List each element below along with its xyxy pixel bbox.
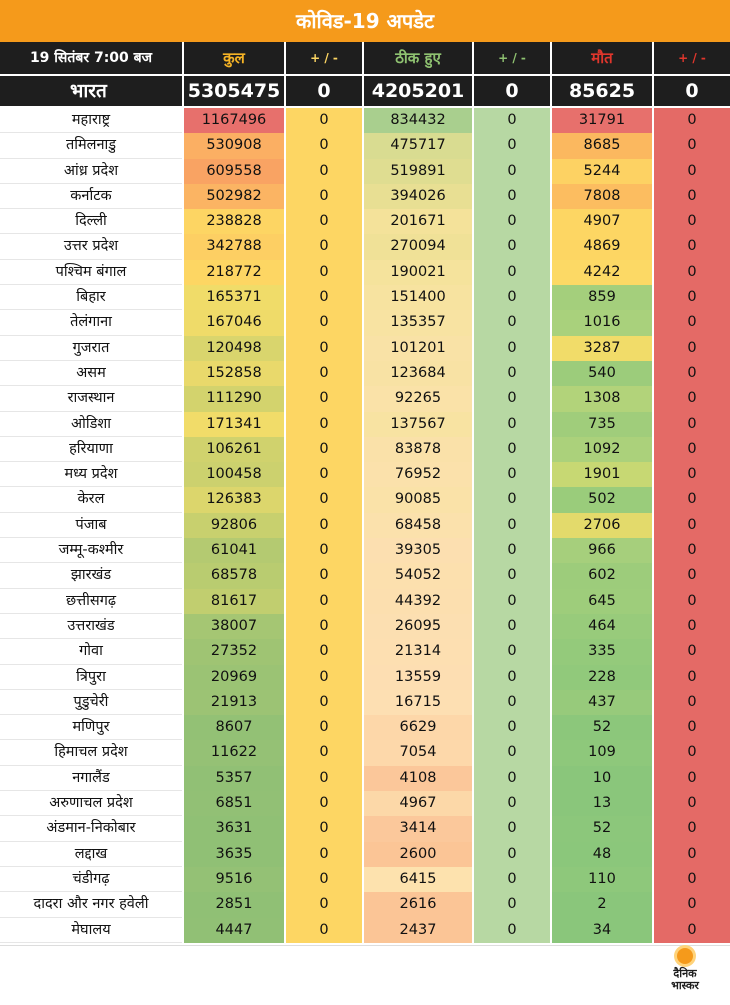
col-deaths-header: मौत [591, 49, 613, 67]
row-recovered-delta: 0 [507, 845, 517, 862]
row-deaths: 437 [552, 690, 652, 715]
row-recovered: 7054 [364, 740, 472, 765]
row-deaths: 735 [552, 412, 652, 437]
row-total: 4447 [184, 918, 284, 943]
row-recovered: 190021 [364, 260, 472, 285]
col-recovered-header: ठीक हुए [395, 49, 441, 67]
row-deaths-delta: 0 [687, 744, 697, 761]
row-recovered: 6629 [364, 715, 472, 740]
row-recovered: 21314 [364, 639, 472, 664]
row-recovered-delta: 0 [507, 289, 517, 306]
row-recovered: 83878 [364, 437, 472, 462]
state-table [0, 108, 730, 943]
row-deaths-delta: 0 [687, 364, 697, 381]
logo-text-line2: भास्कर [671, 979, 699, 992]
row-recovered-delta: 0 [507, 440, 517, 457]
national-total: 5305475 [187, 80, 281, 102]
row-total: 3635 [184, 842, 284, 867]
row-state-name: हिमाचल प्रदेश [0, 740, 182, 765]
national-total-row [0, 76, 730, 106]
row-deaths-delta: 0 [687, 137, 697, 154]
row-state-name: अंडमान-निकोबार [0, 816, 182, 841]
row-total-delta: 0 [319, 137, 329, 154]
row-deaths: 110 [552, 867, 652, 892]
table-row [0, 766, 730, 791]
row-total: 530908 [184, 133, 284, 158]
row-total-delta: 0 [319, 870, 329, 887]
row-deaths: 52 [552, 816, 652, 841]
table-row [0, 108, 730, 133]
row-total: 167046 [184, 310, 284, 335]
row-recovered: 16715 [364, 690, 472, 715]
table-row [0, 412, 730, 437]
row-total-delta: 0 [319, 390, 329, 407]
row-deaths: 502 [552, 487, 652, 512]
row-recovered-delta: 0 [507, 769, 517, 786]
table-row [0, 563, 730, 588]
row-deaths: 2 [552, 892, 652, 917]
row-deaths: 2706 [552, 513, 652, 538]
row-total: 27352 [184, 639, 284, 664]
row-total-delta: 0 [319, 314, 329, 331]
table-row [0, 740, 730, 765]
row-recovered-delta: 0 [507, 693, 517, 710]
row-total: 171341 [184, 412, 284, 437]
table-row [0, 690, 730, 715]
row-recovered-delta: 0 [507, 415, 517, 432]
row-deaths-delta: 0 [687, 238, 697, 255]
row-recovered-delta: 0 [507, 542, 517, 559]
sun-logo-icon [677, 948, 693, 964]
row-total-delta: 0 [319, 466, 329, 483]
row-recovered-delta: 0 [507, 137, 517, 154]
national-total-delta: 0 [317, 80, 331, 102]
row-deaths: 109 [552, 740, 652, 765]
row-total-delta: 0 [319, 415, 329, 432]
row-deaths-delta: 0 [687, 870, 697, 887]
row-deaths: 645 [552, 589, 652, 614]
row-recovered-delta: 0 [507, 617, 517, 634]
row-deaths: 7808 [552, 184, 652, 209]
row-state-name: उत्तराखंड [0, 614, 182, 639]
row-total-delta: 0 [319, 795, 329, 812]
row-total-delta: 0 [319, 769, 329, 786]
row-deaths: 48 [552, 842, 652, 867]
row-deaths: 4907 [552, 209, 652, 234]
row-deaths: 4242 [552, 260, 652, 285]
row-recovered-delta: 0 [507, 795, 517, 812]
row-total-delta: 0 [319, 187, 329, 204]
row-recovered-delta: 0 [507, 263, 517, 280]
row-recovered-delta: 0 [507, 390, 517, 407]
row-total-delta: 0 [319, 744, 329, 761]
row-deaths: 1016 [552, 310, 652, 335]
national-name: भारत [70, 80, 107, 102]
row-deaths: 1092 [552, 437, 652, 462]
row-total-delta: 0 [319, 719, 329, 736]
row-total: 81617 [184, 589, 284, 614]
table-row [0, 361, 730, 386]
row-state-name: पंजाब [0, 513, 182, 538]
row-deaths-delta: 0 [687, 390, 697, 407]
row-deaths: 4869 [552, 234, 652, 259]
row-deaths: 602 [552, 563, 652, 588]
row-recovered-delta: 0 [507, 339, 517, 356]
row-deaths: 228 [552, 665, 652, 690]
row-recovered: 101201 [364, 336, 472, 361]
table-row [0, 867, 730, 892]
row-total: 120498 [184, 336, 284, 361]
table-row [0, 462, 730, 487]
row-total: 11622 [184, 740, 284, 765]
row-deaths-delta: 0 [687, 339, 697, 356]
row-deaths-delta: 0 [687, 820, 697, 837]
row-recovered-delta: 0 [507, 592, 517, 609]
row-state-name: केरल [0, 487, 182, 512]
col-total-delta-header: + / - [310, 51, 338, 65]
row-total-delta: 0 [319, 693, 329, 710]
column-header-row [0, 42, 730, 74]
row-deaths-delta: 0 [687, 719, 697, 736]
row-recovered: 394026 [364, 184, 472, 209]
table-row [0, 159, 730, 184]
row-state-name: कर्नाटक [0, 184, 182, 209]
row-recovered: 519891 [364, 159, 472, 184]
row-recovered-delta: 0 [507, 567, 517, 584]
update-date: 19 सितंबर 7:00 बज [29, 50, 153, 66]
row-total-delta: 0 [319, 112, 329, 128]
row-deaths-delta: 0 [687, 567, 697, 584]
row-total-delta: 0 [319, 364, 329, 381]
row-recovered-delta: 0 [507, 112, 517, 128]
row-total: 502982 [184, 184, 284, 209]
row-recovered-delta: 0 [507, 238, 517, 255]
row-recovered-delta: 0 [507, 466, 517, 483]
row-total-delta: 0 [319, 592, 329, 609]
row-total-delta: 0 [319, 491, 329, 508]
row-total: 92806 [184, 513, 284, 538]
row-recovered: 39305 [364, 538, 472, 563]
table-row [0, 487, 730, 512]
row-total-delta: 0 [319, 516, 329, 533]
row-total-delta: 0 [319, 896, 329, 913]
row-recovered-delta: 0 [507, 213, 517, 230]
row-state-name: लद्दाख [0, 842, 182, 867]
row-recovered: 137567 [364, 412, 472, 437]
row-deaths-delta: 0 [687, 415, 697, 432]
row-state-name: राजस्थान [0, 386, 182, 411]
row-total-delta: 0 [319, 921, 329, 938]
row-total-delta: 0 [319, 542, 329, 559]
table-row [0, 209, 730, 234]
table-row [0, 386, 730, 411]
row-total: 609558 [184, 159, 284, 184]
row-deaths-delta: 0 [687, 187, 697, 204]
table-row [0, 665, 730, 690]
col-deaths-delta-header: + / - [678, 51, 706, 65]
row-recovered: 2616 [364, 892, 472, 917]
row-recovered-delta: 0 [507, 820, 517, 837]
row-total: 111290 [184, 386, 284, 411]
table-row [0, 816, 730, 841]
row-state-name: चंडीगढ़ [0, 867, 182, 892]
row-recovered: 135357 [364, 310, 472, 335]
row-total-delta: 0 [319, 567, 329, 584]
row-recovered: 90085 [364, 487, 472, 512]
row-deaths-delta: 0 [687, 289, 697, 306]
row-total: 8607 [184, 715, 284, 740]
row-recovered: 44392 [364, 589, 472, 614]
row-state-name: ओडिशा [0, 412, 182, 437]
row-state-name: तेलंगाना [0, 310, 182, 335]
row-recovered: 151400 [364, 285, 472, 310]
row-recovered: 6415 [364, 867, 472, 892]
row-recovered: 4108 [364, 766, 472, 791]
table-row [0, 184, 730, 209]
row-deaths-delta: 0 [687, 693, 697, 710]
row-recovered: 68458 [364, 513, 472, 538]
row-deaths-delta: 0 [687, 466, 697, 483]
table-row [0, 918, 730, 943]
row-total: 68578 [184, 563, 284, 588]
row-total-delta: 0 [319, 643, 329, 660]
dainik-bhaskar-logo [650, 946, 720, 1002]
row-deaths: 31791 [552, 108, 652, 133]
row-recovered-delta: 0 [507, 516, 517, 533]
row-recovered: 13559 [364, 665, 472, 690]
row-deaths-delta: 0 [687, 845, 697, 862]
row-state-name: उत्तर प्रदेश [0, 234, 182, 259]
row-state-name: नगालैंड [0, 766, 182, 791]
row-recovered-delta: 0 [507, 314, 517, 331]
national-deaths-delta: 0 [685, 80, 699, 102]
row-deaths: 1308 [552, 386, 652, 411]
row-recovered-delta: 0 [507, 744, 517, 761]
row-state-name: गुजरात [0, 336, 182, 361]
row-recovered: 76952 [364, 462, 472, 487]
table-row [0, 614, 730, 639]
row-recovered: 2600 [364, 842, 472, 867]
col-total-header: कुल [223, 49, 245, 67]
row-total-delta: 0 [319, 213, 329, 230]
row-recovered: 26095 [364, 614, 472, 639]
row-deaths-delta: 0 [687, 162, 697, 179]
row-deaths-delta: 0 [687, 921, 697, 938]
table-row [0, 133, 730, 158]
row-deaths: 5244 [552, 159, 652, 184]
row-recovered-delta: 0 [507, 719, 517, 736]
row-total: 9516 [184, 867, 284, 892]
row-total-delta: 0 [319, 339, 329, 356]
national-recovered: 4205201 [371, 80, 465, 102]
row-state-name: गोवा [0, 639, 182, 664]
row-deaths: 335 [552, 639, 652, 664]
row-deaths: 3287 [552, 336, 652, 361]
table-row [0, 538, 730, 563]
table-row [0, 589, 730, 614]
row-total: 3631 [184, 816, 284, 841]
row-recovered-delta: 0 [507, 491, 517, 508]
row-deaths: 10 [552, 766, 652, 791]
row-deaths-delta: 0 [687, 643, 697, 660]
row-total-delta: 0 [319, 845, 329, 862]
row-total: 20969 [184, 665, 284, 690]
row-total-delta: 0 [319, 238, 329, 255]
national-recovered-delta: 0 [505, 80, 519, 102]
row-deaths-delta: 0 [687, 896, 697, 913]
row-state-name: जम्मू-कश्मीर [0, 538, 182, 563]
row-total: 165371 [184, 285, 284, 310]
row-recovered-delta: 0 [507, 364, 517, 381]
row-deaths-delta: 0 [687, 617, 697, 634]
row-deaths-delta: 0 [687, 668, 697, 685]
footer [0, 945, 730, 1005]
row-deaths: 540 [552, 361, 652, 386]
row-deaths-delta: 0 [687, 542, 697, 559]
row-deaths-delta: 0 [687, 440, 697, 457]
page-title: कोविड-19 अपडेट [0, 0, 730, 42]
row-deaths-delta: 0 [687, 769, 697, 786]
row-deaths-delta: 0 [687, 112, 697, 128]
row-state-name: आंध्र प्रदेश [0, 159, 182, 184]
row-deaths-delta: 0 [687, 263, 697, 280]
row-state-name: असम [0, 361, 182, 386]
row-total: 152858 [184, 361, 284, 386]
table-row [0, 639, 730, 664]
row-deaths: 13 [552, 791, 652, 816]
table-row [0, 234, 730, 259]
row-state-name: बिहार [0, 285, 182, 310]
row-state-name: महाराष्ट्र [0, 108, 182, 133]
row-recovered: 4967 [364, 791, 472, 816]
row-state-name: अरुणाचल प्रदेश [0, 791, 182, 816]
row-deaths: 464 [552, 614, 652, 639]
row-deaths: 966 [552, 538, 652, 563]
row-total: 38007 [184, 614, 284, 639]
row-recovered-delta: 0 [507, 921, 517, 938]
row-total: 5357 [184, 766, 284, 791]
row-recovered: 3414 [364, 816, 472, 841]
row-total: 21913 [184, 690, 284, 715]
row-deaths-delta: 0 [687, 592, 697, 609]
row-total-delta: 0 [319, 617, 329, 634]
row-recovered-delta: 0 [507, 870, 517, 887]
table-row [0, 715, 730, 740]
table-row [0, 310, 730, 335]
row-total: 1167496 [184, 108, 284, 133]
row-recovered-delta: 0 [507, 162, 517, 179]
row-deaths: 8685 [552, 133, 652, 158]
row-recovered-delta: 0 [507, 896, 517, 913]
row-total: 106261 [184, 437, 284, 462]
row-total: 238828 [184, 209, 284, 234]
row-state-name: त्रिपुरा [0, 665, 182, 690]
row-recovered: 270094 [364, 234, 472, 259]
table-row [0, 260, 730, 285]
row-recovered: 834432 [364, 108, 472, 133]
row-recovered-delta: 0 [507, 187, 517, 204]
row-recovered: 475717 [364, 133, 472, 158]
national-deaths: 85625 [568, 80, 636, 102]
row-state-name: मणिपुर [0, 715, 182, 740]
row-recovered-delta: 0 [507, 668, 517, 685]
row-deaths: 52 [552, 715, 652, 740]
row-total-delta: 0 [319, 263, 329, 280]
row-deaths: 1901 [552, 462, 652, 487]
row-state-name: हरियाणा [0, 437, 182, 462]
logo-text-line1: दैनिक [673, 967, 697, 980]
row-recovered-delta: 0 [507, 643, 517, 660]
row-total: 100458 [184, 462, 284, 487]
row-state-name: पश्चिम बंगाल [0, 260, 182, 285]
table-row [0, 513, 730, 538]
row-state-name: छत्तीसगढ़ [0, 589, 182, 614]
row-state-name: मेघालय [0, 918, 182, 943]
table-row [0, 892, 730, 917]
row-total: 218772 [184, 260, 284, 285]
row-deaths-delta: 0 [687, 516, 697, 533]
row-total-delta: 0 [319, 289, 329, 306]
row-state-name: दिल्ली [0, 209, 182, 234]
table-row [0, 791, 730, 816]
row-recovered: 2437 [364, 918, 472, 943]
row-deaths-delta: 0 [687, 314, 697, 331]
row-total: 6851 [184, 791, 284, 816]
row-total-delta: 0 [319, 162, 329, 179]
row-deaths-delta: 0 [687, 213, 697, 230]
row-recovered: 92265 [364, 386, 472, 411]
row-total-delta: 0 [319, 820, 329, 837]
table-row [0, 842, 730, 867]
table-row [0, 336, 730, 361]
row-total: 2851 [184, 892, 284, 917]
row-state-name: झारखंड [0, 563, 182, 588]
row-total: 342788 [184, 234, 284, 259]
row-total: 61041 [184, 538, 284, 563]
row-deaths: 859 [552, 285, 652, 310]
row-recovered: 201671 [364, 209, 472, 234]
row-deaths-delta: 0 [687, 491, 697, 508]
row-state-name: पुडुचेरी [0, 690, 182, 715]
row-state-name: तमिलनाडु [0, 133, 182, 158]
col-recovered-delta-header: + / - [498, 51, 526, 65]
row-deaths: 34 [552, 918, 652, 943]
row-total-delta: 0 [319, 668, 329, 685]
table-row [0, 285, 730, 310]
row-deaths-delta: 0 [687, 795, 697, 812]
row-recovered: 54052 [364, 563, 472, 588]
table-row [0, 437, 730, 462]
row-state-name: मध्य प्रदेश [0, 462, 182, 487]
row-state-name: दादरा और नगर हवेली [0, 892, 182, 917]
row-total-delta: 0 [319, 440, 329, 457]
row-total: 126383 [184, 487, 284, 512]
row-recovered: 123684 [364, 361, 472, 386]
